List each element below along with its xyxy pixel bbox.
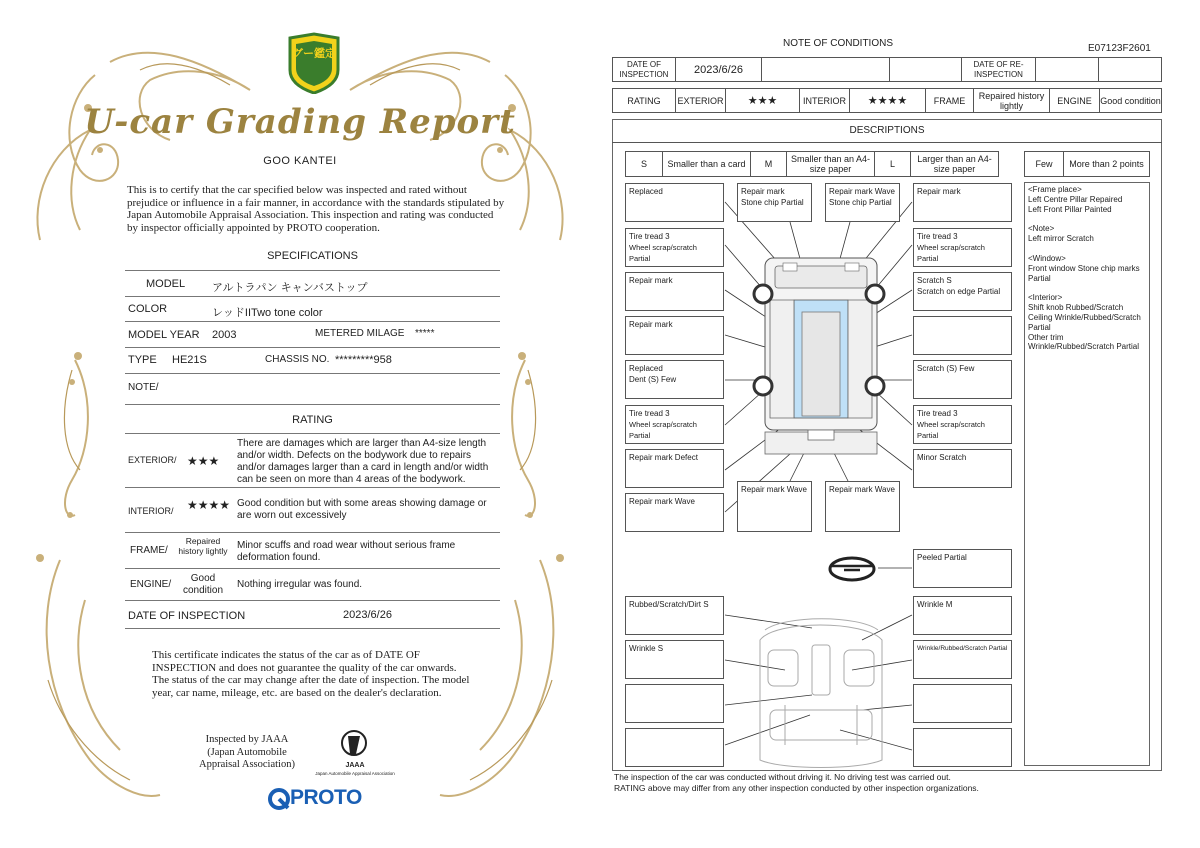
model-year-label: MODEL YEAR	[128, 329, 200, 341]
desc-box-tire-rear-left	[625, 405, 724, 444]
spec-top-rule	[125, 270, 500, 271]
desc-box-hood-right-line2: Stone chip Partial	[829, 198, 892, 207]
interior-stars: ★★★★	[850, 88, 926, 113]
desc-box-floor-left	[625, 728, 724, 767]
desc-box-tailgate-right: Repair mark Wave	[825, 481, 900, 532]
specifications-heading: SPECIFICATIONS	[267, 250, 358, 262]
interior-label: INTERIOR/	[128, 506, 174, 516]
desc-box-left-pillar-line1: Replaced	[629, 364, 663, 373]
desc-box-right-fender-line1: Scratch S	[917, 276, 952, 285]
desc-box-tire-front-right-line2: Wheel scrap/scratch Partial	[917, 243, 985, 263]
color-value: レッドIITwo tone color	[212, 307, 323, 319]
note-1: Left mirror Scratch	[1028, 234, 1094, 244]
exterior-label: EXTERIOR/	[128, 455, 177, 465]
window-note-1: Front window Stone chip marks Partial	[1028, 263, 1140, 283]
chassis-value: *********958	[335, 354, 392, 366]
desc-box-hood-right	[825, 183, 900, 222]
model-value: アルトラパン キャンバストップ	[212, 282, 368, 294]
desc-box-rear-right: Minor Scratch	[913, 449, 1012, 488]
rating-heading: RATING	[292, 414, 333, 426]
desc-box-tire-rear-left-line1: Tire tread 3	[629, 409, 670, 418]
desc-box-rear-seat-right	[913, 684, 1012, 723]
interior-heading: <Interior>	[1028, 293, 1063, 303]
desc-box-right-door	[913, 316, 1012, 355]
frame-note-1: Left Centre Pillar Repaired	[1028, 194, 1123, 204]
car-top-view	[765, 258, 877, 454]
desc-box-left-door: Repair mark	[625, 316, 724, 355]
rating-row-exterior	[125, 435, 500, 488]
spec-row-color	[125, 298, 500, 322]
desc-box-right-fender	[913, 272, 1012, 311]
desc-box-tire-front-left-line1: Tire tread 3	[629, 232, 670, 241]
size-m-label: M	[751, 151, 787, 177]
date-value: 2023/6/26	[343, 609, 392, 621]
desc-box-tire-front-left	[625, 228, 724, 267]
window-heading: <Window>	[1028, 253, 1066, 263]
date-label: DATE OF INSPECTION	[128, 610, 246, 622]
size-few-desc: More than 2 points	[1064, 151, 1150, 177]
steering-wheel-icon	[830, 558, 874, 580]
desc-box-tire-rear-left-line2: Wheel scrap/scratch Partial	[629, 420, 697, 440]
desc-box-floor-right	[913, 728, 1012, 767]
proto-wordmark: PROTO	[290, 786, 362, 809]
jaaa-mark: JAAA	[345, 762, 365, 769]
mileage-label: METERED MILAGE	[315, 328, 405, 339]
jaaa-caption: Japan Automobile Appraisal Association	[315, 771, 395, 776]
mileage-value: *****	[415, 328, 435, 339]
car-interior-view	[760, 619, 882, 768]
spec-row-model	[125, 272, 500, 297]
engine-label: ENGINE/	[130, 579, 172, 590]
size-s-desc: Smaller than a card	[663, 151, 751, 177]
size-l-label: L	[875, 151, 911, 177]
spec-row-type-chassis	[125, 349, 500, 374]
desc-box-front-left: Replaced	[625, 183, 724, 222]
sheet-heading: NOTE OF CONDITIONS	[783, 38, 893, 49]
rating-row-date	[125, 602, 500, 629]
size-l-desc: Larger than an A4-size paper	[911, 151, 999, 177]
reinspection-label: DATE OF RE-INSPECTION	[962, 57, 1036, 82]
interior-note-1: Shift knob Rubbed/Scratch	[1028, 303, 1124, 313]
frame-value: Repaired history lightly	[974, 88, 1050, 113]
rating-row-engine	[125, 570, 500, 601]
model-year-value: 2003	[212, 329, 237, 341]
desc-box-front-seat-right	[913, 640, 1012, 679]
desc-box-front-seat-right-line1: Wrinkle/Rubbed/Scratch Partial	[917, 645, 1008, 652]
exterior-label: EXTERIOR	[676, 88, 726, 113]
desc-box-left-pillar-line2: Dent (S) Few	[629, 375, 677, 384]
proto-logo	[268, 786, 378, 812]
desc-box-hood-left-line1: Repair mark	[741, 187, 785, 196]
desc-box-right-pillar: Scratch (S) Few	[913, 360, 1012, 399]
frame-value: Repaired history lightly	[178, 536, 228, 556]
desc-box-rear-bumper-left: Repair mark Wave	[625, 493, 724, 532]
spec-row-year-mileage	[125, 323, 500, 348]
report-id: E07123F2601	[1088, 43, 1151, 54]
chassis-label: CHASSIS NO.	[265, 354, 330, 365]
note-of-conditions-sheet	[600, 0, 1200, 848]
desc-box-ceiling: Wrinkle M	[913, 596, 1012, 635]
rating-row-frame	[125, 534, 500, 569]
interior-description: Good condition but with some areas showing damage or are worn out excessively	[237, 498, 487, 521]
desc-box-hood-left	[737, 183, 812, 222]
rating-top-rule	[125, 433, 500, 434]
note-label: NOTE/	[128, 382, 159, 393]
desc-box-rear-left: Repair mark Defect	[625, 449, 724, 488]
type-label: TYPE	[128, 354, 157, 366]
engine-value: Good condition	[1100, 88, 1162, 113]
desc-box-tire-front-right-line1: Tire tread 3	[917, 232, 958, 241]
footer-line-1: The inspection of the car was conducted without driving it. No driving test was carried out.	[614, 772, 951, 782]
certification-text: This is to certify that the car specified below was inspected and rated without prejudice or influence in a fair manner, in accordance with the standards stipulated by Japan Automobile Appraisal Association. This inspection and rating was conducted by inspector officially appointed by PROTO cooperation.	[127, 184, 505, 234]
date-of-inspection-value: 2023/6/26	[676, 57, 762, 82]
desc-box-front-seat-left: Wrinkle S	[625, 640, 724, 679]
interior-note-2: Ceiling Wrinkle/Rubbed/Scratch Partial	[1028, 312, 1141, 332]
desc-box-left-pillar	[625, 360, 724, 399]
goo-kantei-badge	[286, 32, 342, 94]
desc-box-right-fender-line2: Scratch on edge Partial	[917, 287, 1001, 296]
model-label: MODEL	[146, 278, 186, 290]
interior-stars: ★★★★	[187, 498, 231, 512]
desc-box-tire-rear-right-line2: Wheel scrap/scratch Partial	[917, 420, 985, 440]
report-subtitle: GOO KANTEI	[263, 155, 337, 167]
size-few-label: Few	[1024, 151, 1064, 177]
rating-row-interior	[125, 489, 500, 533]
color-label: COLOR	[128, 303, 168, 315]
size-m-desc: Smaller than an A4-size paper	[787, 151, 875, 177]
spec-row-note	[125, 375, 500, 405]
frame-label: FRAME	[926, 88, 974, 113]
engine-value: Good condition	[182, 573, 224, 596]
frame-note-2: Left Front Pillar Painted	[1028, 204, 1112, 214]
frame-description: Minor scuffs and road wear without serious frame deformation found.	[237, 540, 456, 563]
badge-text: グー鑑定	[292, 48, 336, 60]
date-of-inspection-label: DATE OF INSPECTION	[612, 57, 676, 82]
rating-label: RATING	[612, 88, 676, 113]
desc-box-left-fender: Repair mark	[625, 272, 724, 311]
note-heading: <Note>	[1028, 224, 1055, 234]
exterior-stars: ★★★	[187, 454, 220, 468]
desc-box-rear-seat-left	[625, 684, 724, 723]
jaaa-emblem-icon	[318, 728, 392, 764]
desc-box-hood-left-line2: Stone chip Partial	[741, 198, 804, 207]
footer-line-2: RATING above may differ from any other inspection conducted by other inspection organizations.	[614, 783, 979, 793]
desc-box-dashboard: Rubbed/Scratch/Dirt S	[625, 596, 724, 635]
sheet-footer	[614, 772, 1194, 794]
exterior-description: There are damages which are larger than A4-size length and/or width. Defects on the bodywork due to repairs and/or damages larger than a card in length and/or width can be seen on more than 4 areas of the bodywork.	[237, 438, 489, 485]
frame-place-heading: <Frame place>	[1028, 185, 1082, 194]
desc-box-tire-front-right	[913, 228, 1012, 267]
engine-label: ENGINE	[1050, 88, 1100, 113]
engine-description: Nothing irregular was found.	[237, 579, 363, 590]
descriptions-heading: DESCRIPTIONS	[612, 119, 1162, 143]
proto-mark-icon	[268, 788, 290, 810]
certificate-footer: This certificate indicates the status of the car as of DATE OF INSPECTION and does not guarantee the quality of the car onwards. The status of the car may change after the date of inspection. The model year, car name, mileage, etc. are based on the dealer's declaration.	[152, 649, 470, 699]
size-s-label: S	[625, 151, 663, 177]
frame-label: FRAME/	[130, 545, 168, 556]
desc-box-front-right: Repair mark	[913, 183, 1012, 222]
desc-box-hood-right-line1: Repair mark Wave	[829, 187, 895, 196]
interior-label: INTERIOR	[800, 88, 850, 113]
desc-box-tire-front-left-line2: Wheel scrap/scratch Partial	[629, 243, 697, 263]
jaaa-logo	[315, 728, 395, 778]
type-value: HE21S	[172, 354, 207, 366]
report-title: U-car Grading Report	[84, 102, 516, 142]
exterior-stars: ★★★	[726, 88, 800, 113]
desc-box-tire-rear-right	[913, 405, 1012, 444]
desc-box-steering: Peeled Partial	[913, 549, 1012, 588]
interior-note-3: Other trim Wrinkle/Rubbed/Scratch Partial	[1028, 332, 1140, 352]
desc-box-tire-rear-right-line1: Tire tread 3	[917, 409, 958, 418]
inspected-by-text: Inspected by JAAA (Japan Automobile Appraisal Association)	[199, 734, 295, 770]
desc-box-tailgate-left: Repair mark Wave	[737, 481, 812, 532]
